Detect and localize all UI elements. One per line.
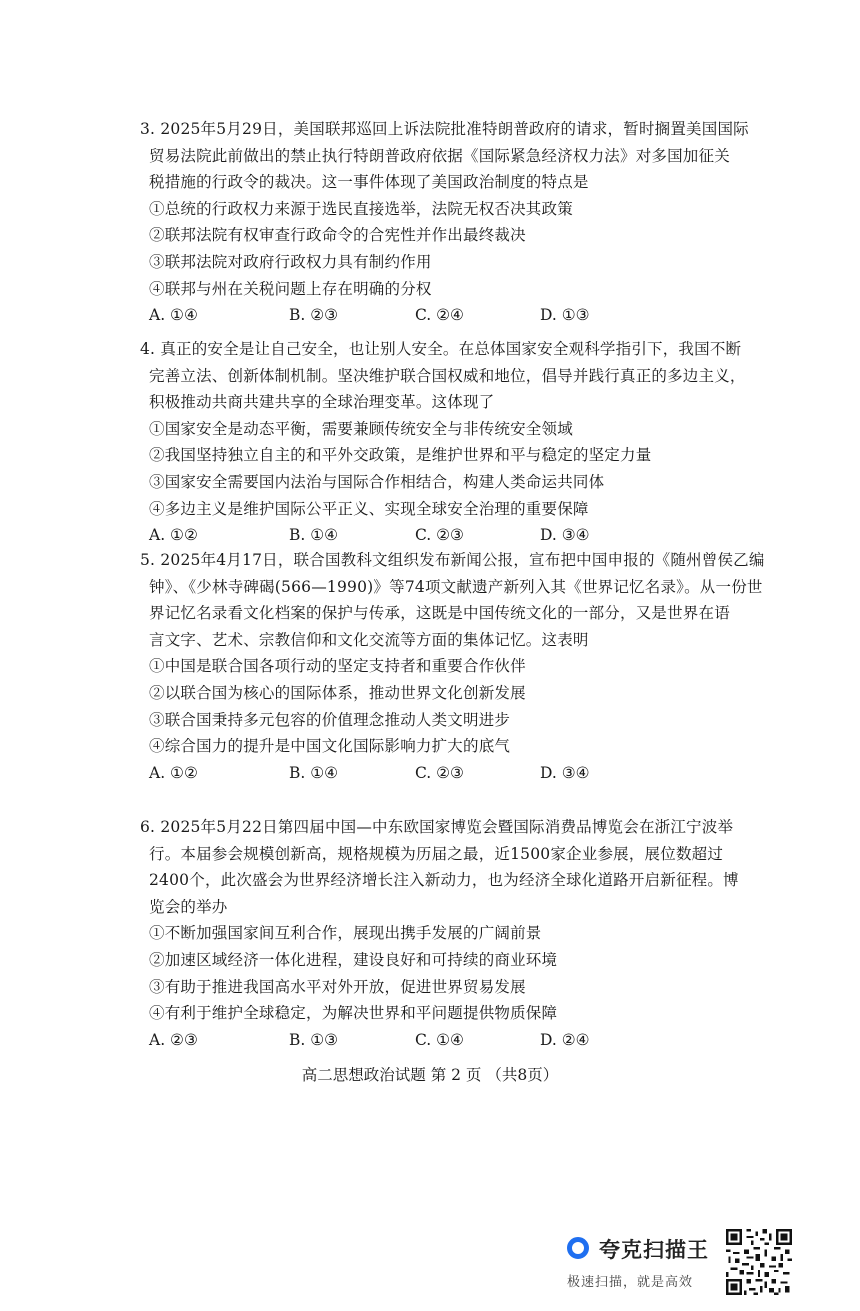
option-d: D. ①③ [540,306,590,325]
question-stem-line: 税措施的行政令的裁决。这一事件体现了美国政治制度的特点是 [149,173,589,192]
option-a: A. ①② [149,763,198,782]
statement: ①中国是联合国各项行动的坚定支持者和重要合作伙伴 [149,657,526,676]
option-a: A. ①④ [149,306,198,325]
question-stem-line: 2400个，此次盛会为世界经济增长注入新动力，也为经济全球化道路开启新征程。博 [149,871,739,890]
answer-options [140,1027,740,1054]
statement: ④多边主义是维护国际公平正义、实现全球安全治理的重要保障 [149,499,589,518]
option-d: D. ③④ [540,526,590,545]
quark-logo-icon [567,1237,589,1259]
statement: ①国家安全是动态平衡，需要兼顾传统安全与非传统安全领域 [149,419,573,438]
question-stem-line: 完善立法、创新体制机制。坚决维护联合国权威和地位，倡导并践行真正的多边主义， [149,366,746,385]
statement: ②我国坚持独立自主的和平外交政策，是维护世界和平与稳定的坚定力量 [149,446,652,465]
question-stem-line: 3. 2025年5月29日，美国联邦巡回上诉法院批准特朗普政府的请求，暂时搁置美国国际 [140,120,749,138]
question-stem-line: 贸易法院此前做出的禁止执行特朗普政府依据《国际紧急经济权力法》对多国加征关 [149,146,730,165]
question-stem-line: 行。本届参会规模创新高，规格规模为历届之最，近1500家企业参展，展位数超过 [149,844,724,863]
statement: ②加速区域经济一体化进程，建设良好和可持续的商业环境 [149,950,558,969]
question-stem-line: 界记忆名录看文化档案的保护与传承，这既是中国传统文化的一部分，又是世界在语 [149,604,730,623]
question-stem-line: 钟》、《少林寺碑碣(566—1990)》等74项文献遗产新列入其《世界记忆名录》。从一份世 [149,577,763,596]
statement: ④联邦与州在关税问题上存在明确的分权 [149,279,432,298]
question-stem-line: 5. 2025年4月17日，联合国教科文组织发布新闻公报，宣布把中国申报的《随州曾侯乙编 [140,551,765,569]
statement: ②联邦法院有权审查行政命令的合宪性并作出最终裁决 [149,226,526,245]
option-c: C. ②③ [415,526,464,545]
option-c: C. ②④ [415,306,464,325]
option-d: D. ②④ [540,1030,590,1049]
statement: ③国家安全需要国内法治与国际合作相结合，构建人类命运共同体 [149,472,605,491]
question-stem-line: 积极推动共商共建共享的全球治理变革。这体现了 [149,393,495,412]
statement: ①总统的行政权力来源于选民直接选举，法院无权否决其政策 [149,199,573,218]
question-stem-line: 览会的举办 [149,897,228,916]
option-b: B. ①④ [289,763,339,782]
question-stem-line: 言文字、艺术、宗教信仰和文化交流等方面的集体记忆。这表明 [149,630,589,649]
statement: ①不断加强国家间互利合作，展现出携手发展的广阔前景 [149,924,542,943]
statement: ④综合国力的提升是中国文化国际影响力扩大的底气 [149,737,511,756]
question-3 [140,116,749,329]
brand-slogan: 极速扫描，就是高效 [567,1275,694,1290]
statement: ②以联合国为核心的国际体系，推动世界文化创新发展 [149,683,526,702]
statement: ④有利于维护全球稳定，为解决世界和平问题提供物质保障 [149,1004,558,1023]
question-6 [140,814,740,1053]
question-4 [140,336,746,549]
option-b: B. ①③ [289,1030,339,1049]
answer-options [140,522,740,549]
option-a: A. ②③ [149,1030,198,1049]
scanner-watermark [567,1234,727,1294]
option-b: B. ①④ [289,526,339,545]
page-footer: 高二思想政治试题 第 2 页 （共8页） [301,1066,559,1084]
question-stem-line: 6. 2025年5月22日第四届中国—中东欧国家博览会暨国际消费品博览会在浙江宁波举 [140,818,734,836]
answer-options [140,302,740,329]
statement: ③联合国秉持多元包容的价值理念推动人类文明进步 [149,710,511,729]
brand-name: 夸克扫描王 [599,1238,709,1262]
option-c: C. ②③ [415,763,464,782]
answer-options [140,760,740,787]
option-b: B. ②③ [289,306,339,325]
option-c: C. ①④ [415,1030,464,1049]
statement: ③联邦法院对政府行政权力具有制约作用 [149,252,432,271]
option-d: D. ③④ [540,763,590,782]
qr-code-icon [726,1229,792,1295]
statement: ③有助于推进我国高水平对外开放，促进世界贸易发展 [149,977,526,996]
question-stem-line: 4. 真正的安全是让自己安全，也让别人安全。在总体国家安全观科学指引下，我国不断 [140,340,742,358]
question-5 [140,547,765,786]
option-a: A. ①② [149,526,198,545]
